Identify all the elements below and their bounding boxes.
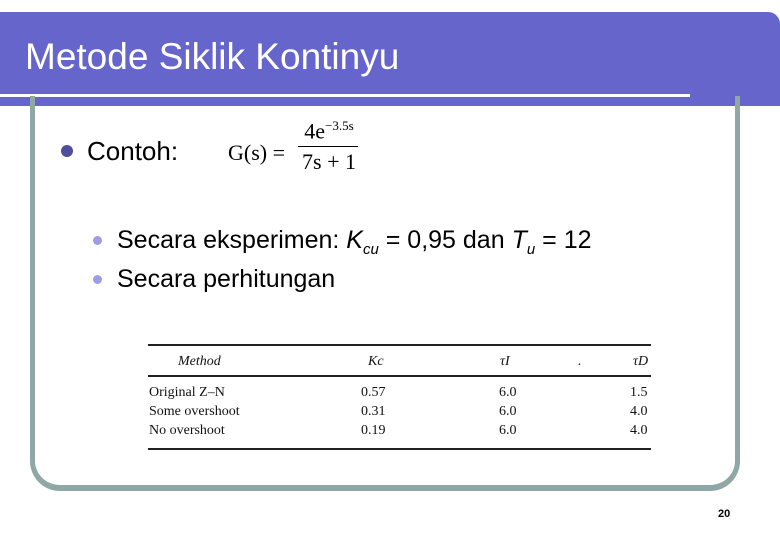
- formula-fraction: [298, 118, 360, 175]
- formula-lhs: G(s) =: [228, 140, 286, 165]
- table-cell-taud: 4.0: [630, 404, 648, 419]
- k-label: K: [346, 226, 363, 254]
- sub-bullet-dot-icon: [93, 236, 102, 245]
- header-kc: Kc: [368, 354, 384, 369]
- table-cell-kc: 0.57: [361, 385, 386, 400]
- sub-bullet-perhitungan: Secara perhitungan: [117, 265, 336, 293]
- table-header-rule: [148, 375, 651, 377]
- table-cell-taud: 4.0: [630, 423, 648, 438]
- formula-numerator: [298, 118, 360, 144]
- tuning-table: [148, 342, 653, 454]
- k-value: = 0,95 dan: [378, 226, 512, 254]
- formula-numerator-base: 4e: [304, 118, 326, 144]
- bullet-contoh: Contoh:: [87, 136, 179, 166]
- fraction-bar: [298, 146, 358, 147]
- header-taud: τD: [633, 354, 649, 369]
- formula-exponent: −3.5s: [325, 118, 354, 133]
- k-subscript: cu: [362, 241, 379, 258]
- sub-bullet-dot-icon: [93, 275, 102, 284]
- header-dot: .: [578, 354, 582, 369]
- table-bottom-rule: [148, 448, 651, 450]
- table-cell-taui: 6.0: [499, 423, 517, 438]
- table-cell-kc: 0.19: [361, 423, 386, 438]
- t-value: = 12: [535, 226, 592, 254]
- header-taui: τI: [500, 354, 510, 369]
- table-cell-taui: 6.0: [499, 404, 517, 419]
- table-cell-method: No overshoot: [149, 423, 225, 438]
- t-label: T: [511, 226, 527, 254]
- table-cell-taud: 1.5: [630, 385, 648, 400]
- sub-bullet-eksperimen: [117, 226, 592, 258]
- table-cell-taui: 6.0: [499, 385, 517, 400]
- table-cell-method: Original Z–N: [149, 385, 225, 400]
- page-number: 20: [718, 508, 731, 520]
- table-cell-method: Some overshoot: [149, 404, 240, 419]
- eksperimen-prefix: Secara eksperimen:: [117, 226, 347, 254]
- slide-title: Metode Siklik Kontinyu: [25, 36, 400, 77]
- t-subscript: u: [526, 241, 536, 258]
- formula-denominator: 7s + 1: [302, 149, 356, 175]
- table-top-rule: [148, 344, 651, 346]
- bullet-dot-icon: [61, 145, 73, 157]
- table-cell-kc: 0.31: [361, 404, 386, 419]
- header-method: Method: [178, 354, 221, 369]
